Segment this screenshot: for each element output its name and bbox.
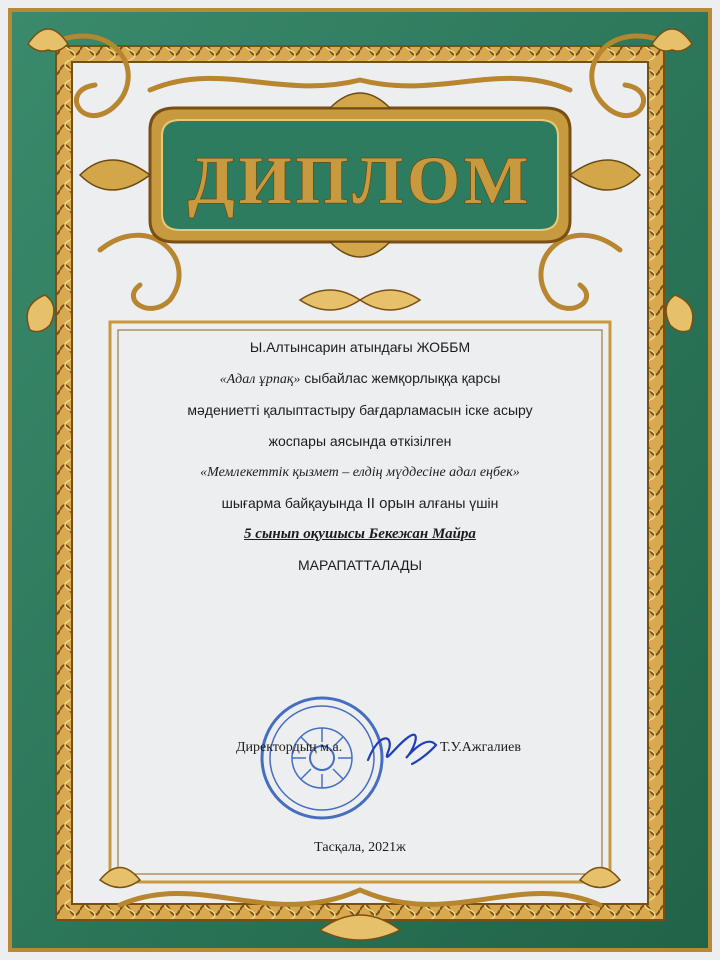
award-place: II орын <box>366 495 415 512</box>
place-date: Тасқала, 2021ж <box>314 840 406 855</box>
award-line <box>150 496 570 511</box>
program-line-2: мәдениетті қалыптастыру бағдарламасын іске асыру <box>187 402 533 418</box>
award-post: алғаны үшін <box>414 495 499 511</box>
award-pre: шығарма байқауында <box>221 495 367 511</box>
diploma-body <box>150 340 570 589</box>
signature-role: Директордың м.а. <box>236 740 343 755</box>
program-line-1-rest: сыбайлас жемқорлыққа қарсы <box>300 370 501 386</box>
school-name: Ы.Алтынсарин атындағы ЖОББМ <box>249 339 471 355</box>
signature-name: Т.У.Ажгалиев <box>440 740 521 755</box>
program-line-1 <box>150 371 570 387</box>
diploma-title: ДИПЛОМ <box>187 142 533 218</box>
contest-title: «Мемлекеттік қызмет – елдің мүддесіне адал еңбек» <box>200 465 520 480</box>
awarded-text: МАРАПАТТАЛАДЫ <box>297 557 423 573</box>
recipient-name: 5 сынып оқушысы Бекежан Майра <box>244 526 476 542</box>
program-line-3: жоспары аясында өткізілген <box>268 433 452 449</box>
program-name: «Адал ұрпақ» <box>219 372 301 387</box>
